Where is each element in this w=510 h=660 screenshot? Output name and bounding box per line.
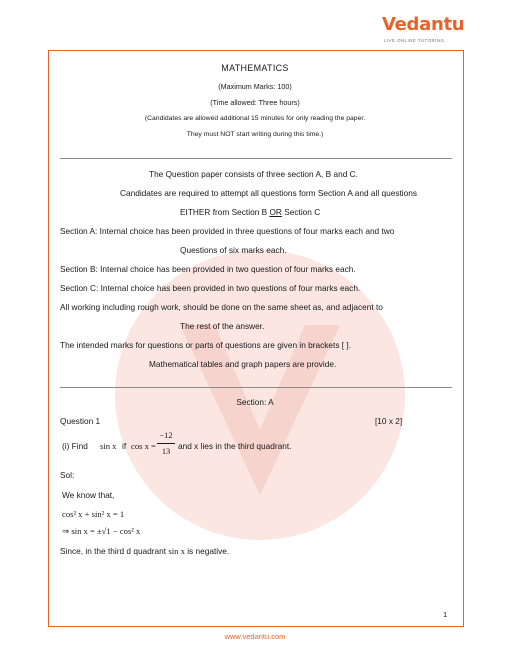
divider: [60, 387, 452, 388]
instruction-line: Section C: Internal choice has been provided in two questions of four marks each.: [60, 283, 361, 293]
instruction-line: All working including rough work, should be done on the same sheet as, and adjacent to: [60, 302, 383, 312]
math-sinx: sin x: [100, 441, 117, 451]
instruction-line: The Question paper consists of three section A, B and C.: [149, 169, 358, 179]
solution-text: We know that,: [62, 490, 115, 500]
instruction-line: Questions of six marks each.: [180, 245, 287, 255]
instruction-line: Section A: Internal choice has been provided in three questions of four marks each and two: [60, 226, 395, 236]
math-cosx: cos x =: [131, 441, 156, 451]
question-text-start: (i) Find: [62, 441, 88, 451]
page-number: 1: [443, 610, 448, 619]
reading-note: (Candidates are allowed additional 15 minutes for only reading the paper.: [144, 115, 366, 122]
logo-tagline: LIVE ONLINE TUTORING: [384, 38, 445, 43]
time-allowed: (Time allowed: Three hours): [210, 98, 300, 107]
fraction-bar: [157, 443, 175, 444]
instruction-line: EITHER from Section B OR Section C: [180, 207, 321, 217]
writing-note: They must NOT start writing during this time.): [186, 131, 324, 138]
logo-wordmark: Vedantu: [382, 14, 465, 35]
fraction-denominator: 13: [161, 447, 171, 456]
section-heading: Section: A: [236, 397, 274, 407]
instruction-line: The intended marks for questions or parts of questions are given in brackets [ ].: [60, 340, 352, 350]
equation-identity: cos² x + sin² x = 1: [62, 509, 125, 519]
question-text-if: if: [122, 441, 127, 451]
question-label: Question 1: [60, 416, 101, 426]
instruction-line: The rest of the answer.: [180, 321, 265, 331]
footer-url[interactable]: www.vedantu.com: [224, 632, 286, 641]
solution-label: Sol:: [60, 470, 75, 480]
solution-text: Since, in the third d quadrant sin x is negative.: [60, 546, 230, 556]
max-marks: (Maximum Marks: 100): [218, 82, 292, 91]
equation-sinx: ⇒ sin x = ±√1 − cos² x: [62, 526, 141, 536]
vedantu-logo: [382, 14, 464, 46]
instruction-line: Mathematical tables and graph papers are provide.: [149, 359, 337, 369]
instruction-line: Candidates are required to attempt all questions form Section A and all questions: [120, 188, 418, 198]
page-title: MATHEMATICS: [221, 63, 289, 73]
fraction-numerator: −12: [159, 431, 173, 440]
question-marks: [10 x 2]: [375, 416, 403, 426]
divider: [60, 158, 452, 159]
question-text-end: and x lies in the third quadrant.: [178, 441, 292, 451]
instruction-line: Section B: Internal choice has been provided in two question of four marks each.: [60, 264, 356, 274]
